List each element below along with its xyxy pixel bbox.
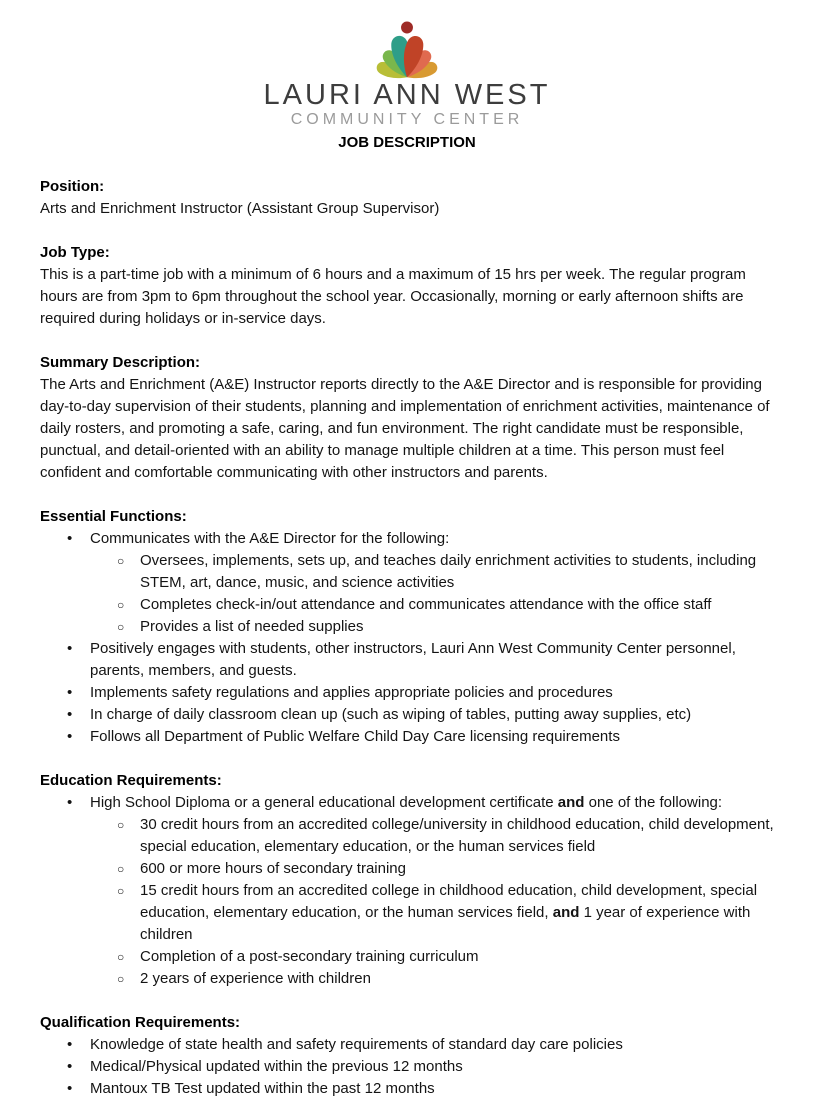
list-item-text: Provides a list of needed supplies bbox=[140, 618, 364, 635]
list-item bbox=[40, 1078, 774, 1100]
section-body: This is a part-time job with a minimum of 6 hours and a maximum of 15 hrs per week. The regular program hours are from 3pm to 6pm throughout the school year. Occasionally, morning or early afternoon shifts are required during holidays or in-service days. bbox=[40, 266, 746, 327]
list-item-text: Medical/Physical updated within the previous 12 months bbox=[90, 1058, 463, 1075]
logo-head-dot bbox=[401, 22, 413, 34]
bullet-icon: ○ bbox=[117, 884, 125, 898]
list-item bbox=[40, 682, 774, 704]
list-item-text: Completion of a post-secondary training curriculum bbox=[140, 948, 479, 965]
section-heading: Qualification Requirements: bbox=[40, 1014, 241, 1031]
list-item-text: Knowledge of state health and safety requirements of standard day care policies bbox=[90, 1036, 623, 1053]
bullet-icon: • bbox=[67, 684, 73, 701]
section-body: The Arts and Enrichment (A&E) Instructor reports directly to the A&E Director and is responsible for providing day-to-day supervision of their students, planning and implementation of enrichment activities, maintenance of daily rosters, and promoting a safe, caring, and fun environment. The right candidate must be responsible, punctual, and detail-oriented with an ability to manage multiple children at a time. This person must feel confident and comfortable communicating with other instructors and parents. bbox=[40, 376, 770, 481]
list-item bbox=[40, 616, 774, 638]
list-item-text: 600 or more hours of secondary training bbox=[140, 860, 406, 877]
section-heading: Position: bbox=[40, 178, 105, 195]
list-item-text: 2 years of experience with children bbox=[140, 970, 371, 987]
section-heading: Essential Functions: bbox=[40, 508, 187, 525]
list-item bbox=[40, 1056, 774, 1078]
bullet-icon: • bbox=[67, 1080, 73, 1097]
list-item bbox=[40, 550, 774, 594]
list-item bbox=[40, 1034, 774, 1056]
section-heading: Education Requirements: bbox=[40, 772, 222, 789]
list-item-text: High School Diploma or a general educational development certificate and one of the following: bbox=[90, 794, 723, 811]
section-qualification-requirements bbox=[40, 1012, 774, 1100]
list-item-text: Positively engages with students, other instructors, Lauri Ann West Community Center personnel, parents, members, and guests. bbox=[90, 640, 736, 679]
list-item bbox=[40, 594, 774, 616]
org-name: LAURI ANN WEST bbox=[263, 79, 551, 111]
section-essential-functions bbox=[40, 506, 774, 748]
header bbox=[40, 10, 774, 154]
section-job-type bbox=[40, 242, 774, 330]
bullet-icon: ○ bbox=[117, 554, 125, 568]
list-item-text: Mantoux TB Test updated within the past 12 months bbox=[90, 1080, 435, 1097]
list-item bbox=[40, 880, 774, 946]
list-item bbox=[40, 704, 774, 726]
document-title: JOB DESCRIPTION bbox=[338, 134, 476, 151]
list-item bbox=[40, 814, 774, 858]
list-item bbox=[40, 638, 774, 682]
list-item bbox=[40, 968, 774, 990]
bullet-icon: ○ bbox=[117, 620, 125, 634]
bullet-icon: ○ bbox=[117, 818, 125, 832]
list-item-text: Completes check-in/out attendance and communicates attendance with the office staff bbox=[140, 596, 712, 613]
section-heading: Job Type: bbox=[40, 244, 110, 261]
section-body: Arts and Enrichment Instructor (Assistant Group Supervisor) bbox=[40, 200, 440, 217]
list-item bbox=[40, 792, 774, 814]
bullet-icon: • bbox=[67, 706, 73, 723]
bullet-icon: • bbox=[67, 530, 73, 547]
list-item-text: 30 credit hours from an accredited college/university in childhood education, child development, special education, elementary education, or the human services field bbox=[140, 816, 774, 855]
bullet-icon: • bbox=[67, 728, 73, 745]
list-item-text: Communicates with the A&E Director for the following: bbox=[90, 530, 450, 547]
bullet-icon: • bbox=[67, 640, 73, 657]
list-item bbox=[40, 726, 774, 748]
org-subtitle: COMMUNITY CENTER bbox=[290, 111, 524, 128]
bullet-icon: ○ bbox=[117, 862, 125, 876]
list-item bbox=[40, 946, 774, 968]
section-position bbox=[40, 176, 774, 220]
section-heading: Summary Description: bbox=[40, 354, 201, 371]
bullet-icon: • bbox=[67, 1058, 73, 1075]
bullet-icon: ○ bbox=[117, 598, 125, 612]
list-item-text: Follows all Department of Public Welfare Child Day Care licensing requirements bbox=[90, 728, 620, 745]
list-item-text: Implements safety regulations and applies appropriate policies and procedures bbox=[90, 684, 613, 701]
list-item-text: Oversees, implements, sets up, and teaches daily enrichment activities to students, including STEM, art, dance, music, and science activities bbox=[140, 552, 757, 591]
section-education-requirements bbox=[40, 770, 774, 990]
bullet-icon: • bbox=[67, 794, 73, 811]
section-summary bbox=[40, 352, 774, 484]
bullet-icon: ○ bbox=[117, 950, 125, 964]
bullet-icon: • bbox=[67, 1036, 73, 1053]
logo-burst-icon bbox=[365, 10, 449, 80]
list-item-text: 15 credit hours from an accredited college in childhood education, child development, special education, elementary education, or the human services field, and 1 year of experience with children bbox=[140, 882, 758, 943]
list-item bbox=[40, 858, 774, 880]
list-item-text: In charge of daily classroom clean up (such as wiping of tables, putting away supplies, etc) bbox=[90, 706, 692, 723]
bullet-icon: ○ bbox=[117, 972, 125, 986]
list-item bbox=[40, 528, 774, 550]
